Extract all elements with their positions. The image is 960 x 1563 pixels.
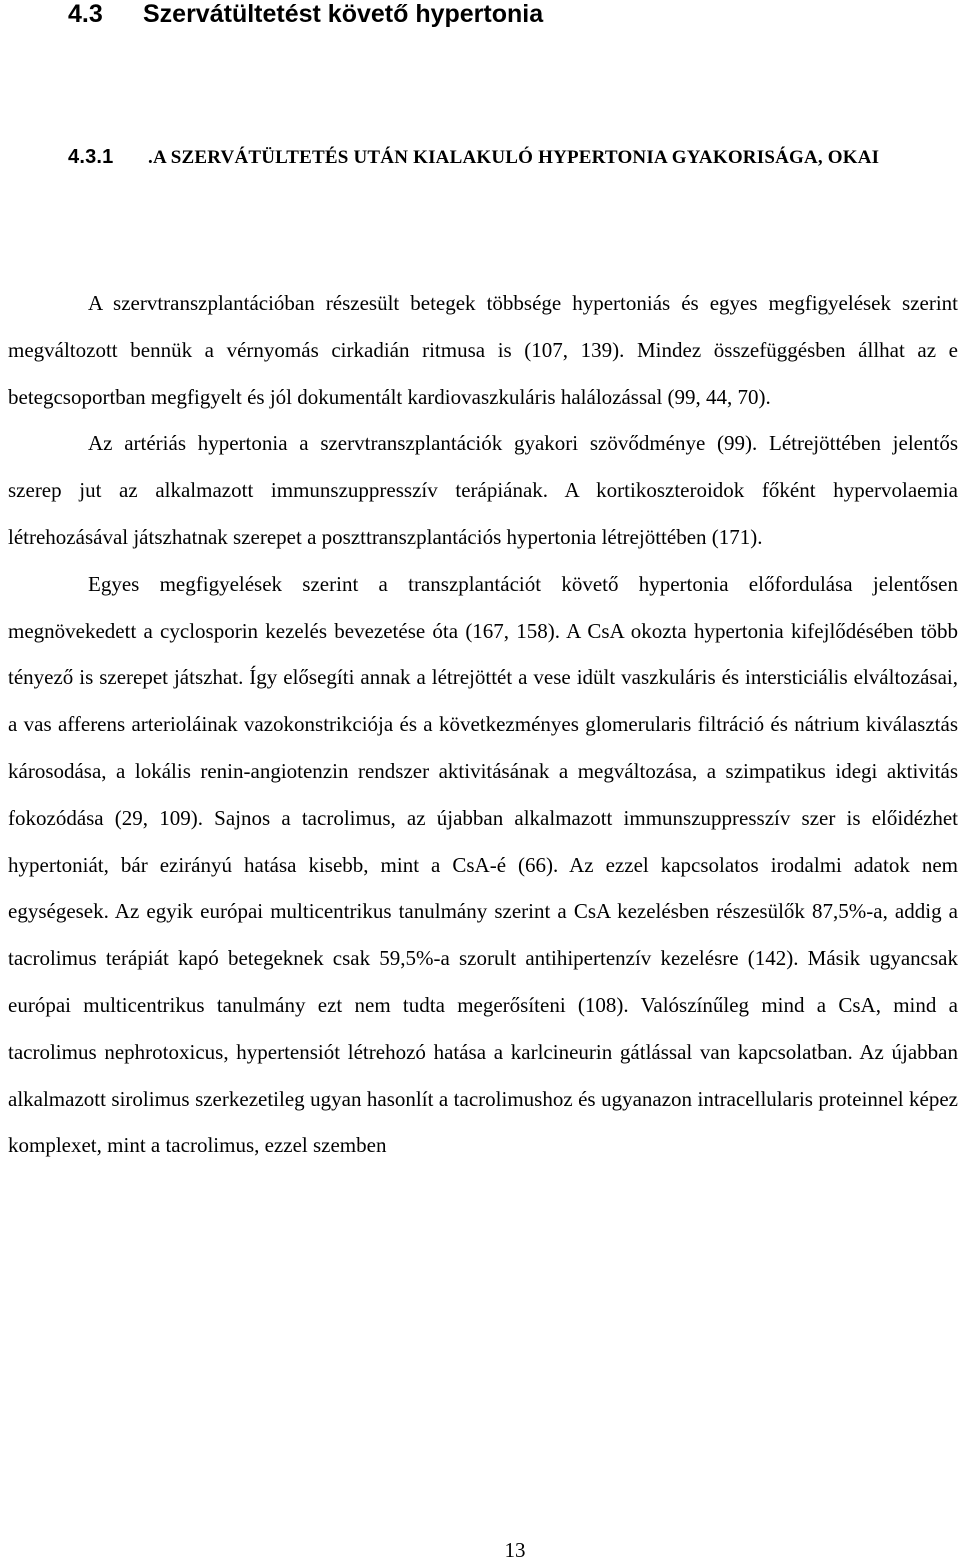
paragraph-2: Az artériás hypertonia a szervtranszplantációk gyakori szövődménye (99). Létrejöttében jelentős szerep jut az alkalmazott immunszuppresszív terápiának. A kortikoszteroidok főként hypervolaemia létrehozásával játszhatnak szerepet a poszttranszplantációs hypertonia létrejöttében (171). [8, 431, 958, 549]
body-text [8, 280, 958, 1169]
section-title: Szervátültetést követő hypertonia [143, 0, 544, 28]
subsection-title: .A SZERVÁTÜLTETÉS UTÁN KIALAKULÓ HYPERTONIA GYAKORISÁGA, OKAI [148, 147, 880, 168]
subsection-number: 4.3.1 [68, 146, 114, 168]
paragraph-1: A szervtranszplantációban részesült betegek többsége hypertoniás és egyes megfigyelések szerint megváltozott bennük a vérnyomás cirkadián ritmusa is (107, 139). Mindez összefüggésben állhat az e betegcsoportban megfigyelt és jól dokumentált kardiovaszkuláris halálozással (99, 44, 70). [8, 291, 958, 409]
section-number: 4.3 [68, 0, 103, 28]
subsection-heading [68, 133, 958, 182]
paragraph-3: Egyes megfigyelések szerint a transzplantációt követő hypertonia előfordulása jelentősen megnövekedett a cyclosporin kezelés bevezetése óta (167, 158). A CsA okozta hypertonia kifejlődésében több tényező is szerepet játszhat. Így elősegíti annak a létrejöttét a vese idült vaszkuláris és intersticiális elváltozásai, a vas afferens arterioláinak vazokonstrikciója és a következményes glomerularis filtráció és nátrium kiválasztás károsodása, a lokális renin-angiotenzin rendszer aktivitásának a megváltozása, a szimpatikus idegi aktivitás fokozódása (29, 109). Sajnos a tacrolimus, az újabban alkalmazott immunszuppresszív szer is előidézhet hypertoniát, bár ezirányú hatása kisebb, mint a CsA-é (66). Az ezzel kapcsolatos irodalmi adatok nem egységesek. Az egyik európai multicentrikus tanulmány szerint a CsA kezelésben részesülők 87,5%-a, addig a tacrolimus terápiát kapó betegeknek csak 59,5%-a szorult antihipertenzív kezelésre (142). Másik ugyancsak európai multicentrikus tanulmány ezt nem tudta megerősíteni (108). Valószínűleg mind a CsA, mind a tacrolimus nephrotoxicus, hypertensiót létrehozó hatása a karlcineurin gátlással van kapcsolatban. Az újabban alkalmazott sirolimus szerkezetileg ugyan hasonlít a tacrolimushoz és ugyanazon intracellularis proteinnel képez komplexet, mint a tacrolimus, ezzel szemben [8, 571, 958, 1158]
page-number: 13 [504, 1538, 526, 1562]
section-heading [68, 0, 543, 32]
